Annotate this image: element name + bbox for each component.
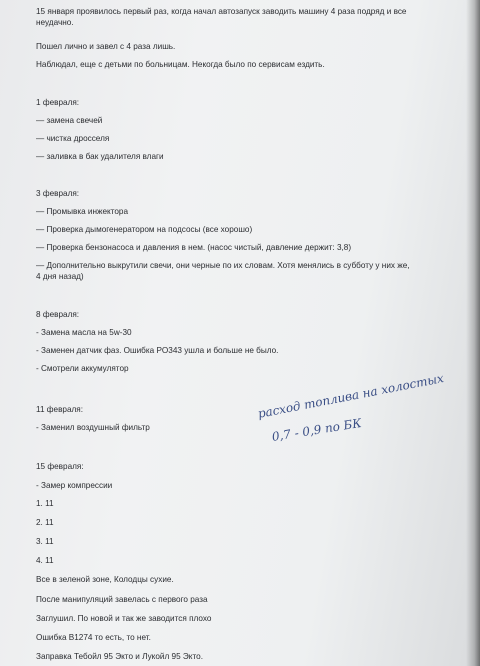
intro-paragraph-1: 15 января проявилось первый раз, когда начал автозапуск заводить машину 4 раза подряд и все неудачно. [36,7,407,27]
list-item: — Проверка бензонасоса и давления в нем. (насос чистый, давление держит: 3,8) [36,243,352,252]
date-heading-feb8: 8 февраля: [36,310,80,319]
date-heading-feb3: 3 февраля: [36,189,80,198]
closing-line: После манипуляций завелась с первого раза [36,595,208,604]
date-heading-feb11: 11 февраля: [36,405,84,414]
list-item: - Заменен датчик фаз. Ошибка PO343 ушла и больше не было. [36,346,279,355]
list-item: — Проверка дымогенератором на подсосы (все хорошо) [36,225,253,234]
list-item: 4. 11 [36,556,54,565]
list-item: 2. 11 [36,518,54,527]
list-item: 1. 11 [36,499,54,508]
list-item: - Замер компрессии [36,481,113,490]
intro-paragraph-2: Пошел лично и завел с 4 раза лишь. [36,42,176,51]
handwritten-note-line-1: расход топлива на холостых [256,371,445,421]
list-item: — замена свечей [36,116,103,125]
page-edge-shadow [466,0,480,666]
closing-line: Заправка Тебойл 95 Экто и Лукойл 95 Экто. [36,652,203,661]
list-item: — Промывка инжектора [36,207,129,216]
date-heading-feb1: 1 февраля: [36,98,80,107]
list-item: — Дополнительно выкрутили свечи, они черные по их словам. Хотя менялись в субботу у них же, 4 дня назад) [36,261,410,281]
closing-line: Ошибка B1274 то есть, то нет. [36,633,151,642]
closing-line: Все в зеленой зоне, Колодцы сухие. [36,575,174,584]
list-item: — чистка дросселя [36,134,110,143]
closing-line: Заглушил. По новой и так же заводится плохо [36,614,212,623]
intro-paragraph-3: Наблюдал, еще с детьми по больницам. Некогда было по сервисам ездить. [36,60,325,69]
date-heading-feb15: 15 февраля: [36,462,84,471]
list-item: - Смотрели аккумулятор [36,364,129,373]
handwritten-note-line-2: 0,7 - 0,9 по БК [270,415,363,444]
list-item: 3. 11 [36,537,54,546]
list-item: — заливка в бак удалителя влаги [36,152,164,161]
list-item: - Замена масла на 5w-30 [36,328,132,337]
list-item: - Заменил воздушный фильтр [36,423,150,432]
